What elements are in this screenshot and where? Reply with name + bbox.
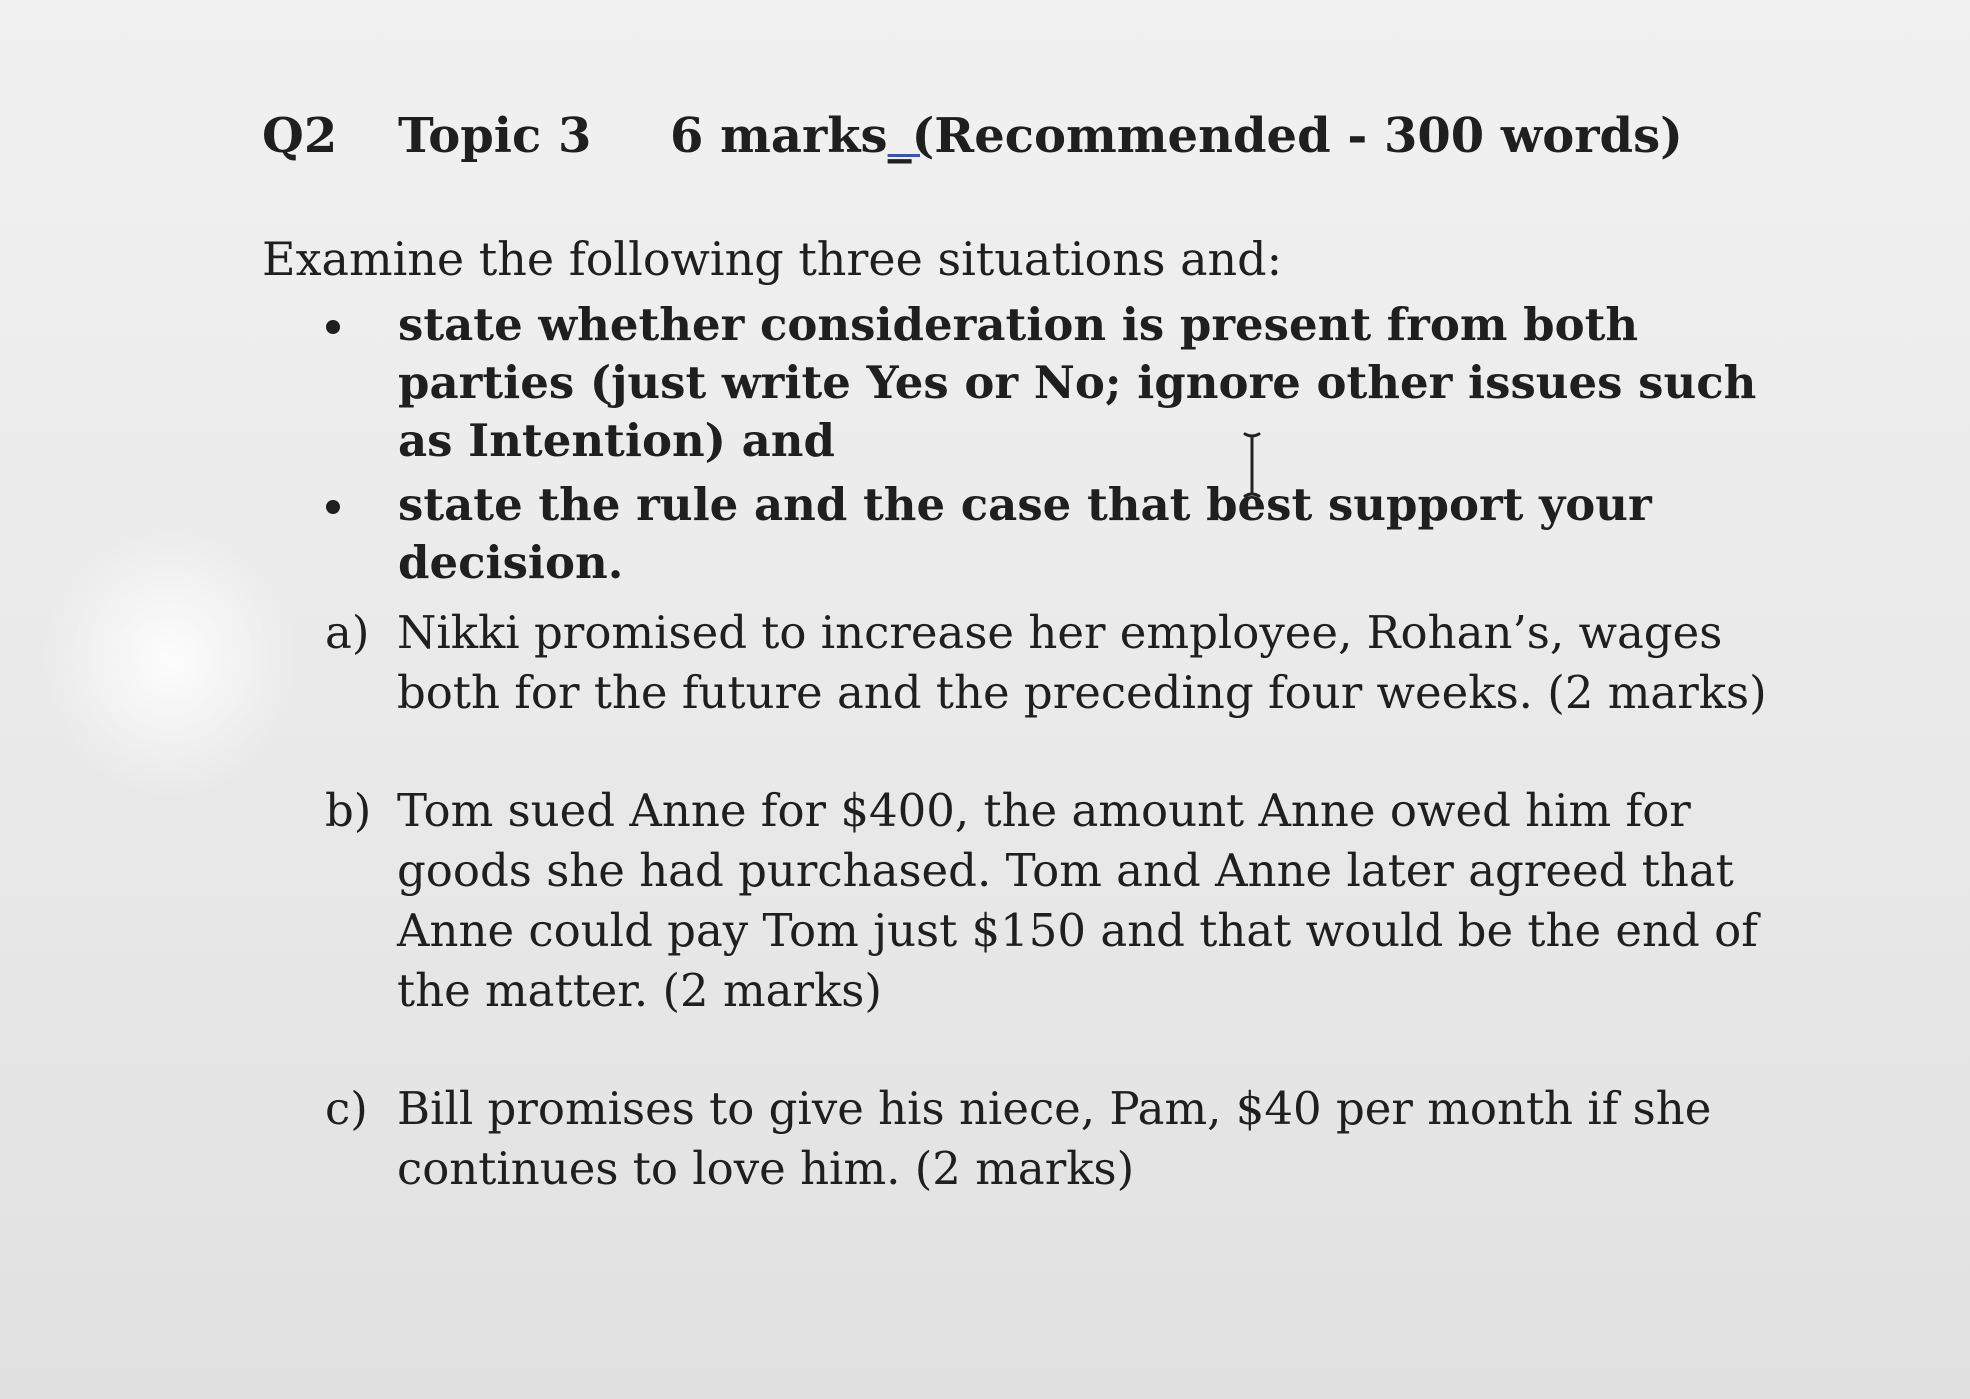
bullet-icon [326,500,340,514]
topic-label: Topic 3 [398,108,592,164]
situation-list [325,603,1805,1257]
instruction-list [262,296,1822,598]
marks-value: 6 marks [670,108,888,164]
situation-item-a [325,603,1805,723]
marks-separator: _( [887,108,935,164]
question-number: Q2 [262,108,338,164]
recommended-words: Recommended - 300 words) [934,108,1683,164]
situation-item-c [325,1079,1805,1199]
instruction-text: state whether consideration is present from both parties (just write Yes or No; ignore other issues such as Intention) and [398,298,1757,467]
situation-letter: a) [325,606,370,659]
situation-item-b [325,781,1805,1021]
bullet-icon [326,320,340,334]
situation-letter: b) [325,784,372,837]
situation-letter: c) [325,1082,368,1135]
marks-label [670,108,1683,164]
instruction-text: state the rule and the case that best support your decision. [398,478,1652,589]
situation-text: Tom sued Anne for $400, the amount Anne owed him for goods she had purchased. Tom and Anne later agreed that Anne could pay Tom just $150 and that would be the end of the matter. (2 marks) [397,784,1758,1017]
situation-text: Nikki promised to increase her employee, Rohan’s, wages both for the future and the preceding four weeks. (2 marks) [397,606,1767,719]
situation-text: Bill promises to give his niece, Pam, $40 per month if she continues to love him. (2 marks) [397,1082,1712,1195]
instructions-intro: Examine the following three situations and: [262,232,1283,286]
instruction-item [262,296,1822,470]
instruction-item [262,476,1822,592]
